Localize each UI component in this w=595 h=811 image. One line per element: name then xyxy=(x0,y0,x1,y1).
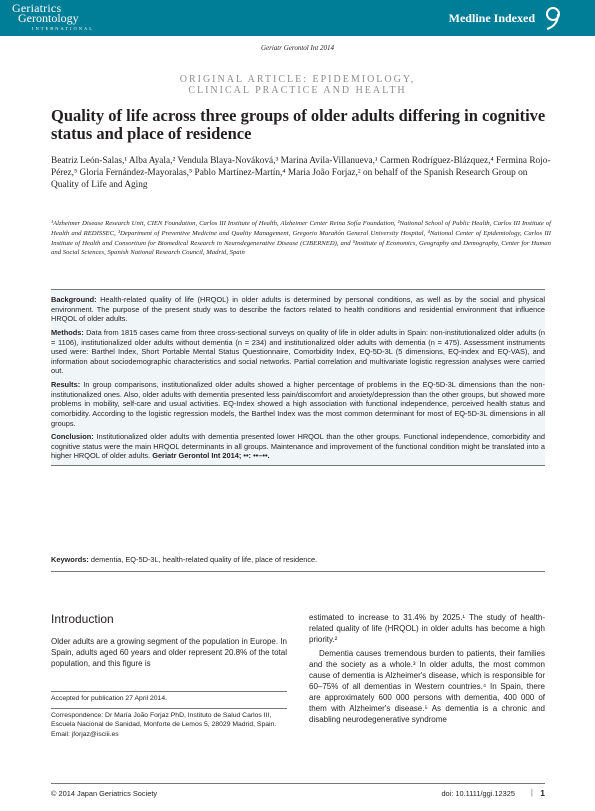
methods-text: Data from 1815 cases came from three cross-sectional surveys on quality of life in older adults in Spain: non-institutionalized older adults (n = 1106), institutionalized older adults without dementia (n = 234) and institutionalized older adults with dementia (n = 475). Assessment instruments used were: Barthel Index, Short Portable Mental Status Questionnaire, Comorbidity Index, EQ-5D-3L (5 dimensions, EQ-index and EQ-VAS), and information about sociodemographic characteristics and social networks. Partial correlation and multivariate logistic regression analyses were carried out. xyxy=(51,327,545,376)
running-head: Geriatr Gerontol Int 2014 xyxy=(260,44,335,52)
footnote-divider xyxy=(51,691,287,692)
citation-line: Geriatr Gerontol Int 2014; ••: ••–••. xyxy=(152,451,270,461)
intro-right-paragraph-2: Dementia causes tremendous burden to patients, their families and the society as a whole.³ In older adults, the most common cause of dementia is Alzheimer's disease, which is responsible for 60–75% of all dementias in Western countries.⁴ In Spain, there are approximately 600 000 persons with dementia, 400 000 of them with Alzheimer's disease.⁵ As dementia is a chronic and disabling neurodegenerative syndrome xyxy=(309,649,545,724)
accepted-date: Accepted for publication 27 April 2014. xyxy=(51,695,168,702)
abstract-background xyxy=(51,295,545,324)
journal-emblem-icon xyxy=(543,5,563,31)
footer-separator: | xyxy=(530,788,533,797)
copyright: © 2014 Japan Geriatrics Society xyxy=(51,789,158,798)
section-label xyxy=(0,74,595,96)
journal-logo xyxy=(12,3,94,34)
keywords xyxy=(51,555,545,564)
section-label-line2: CLINICAL PRACTICE AND HEALTH xyxy=(188,85,407,96)
intro-right-column xyxy=(309,612,545,725)
keywords-divider xyxy=(51,571,545,572)
doi: doi: 10.1111/ggi.12325 xyxy=(441,789,515,798)
journal-logo-line2: Gerontology xyxy=(18,11,79,25)
results-label: Results: xyxy=(51,380,81,390)
affiliations: ¹Alzheimer Disease Research Unit, CIEN Foundation, Carlos III Institute of Health, Alzheimer Center Reina Sofía Foundation, ²National School of Public Health, Carlos III Institute of Health and REDISSEC, ³Department of Preventive Medicine and Quality Management, Gregorio Marañón General University Hospital, ⁴National Center of Epidemiology, Carlos III Institute of Health and Consortium for Biomedical Research in Neurodegenerative Disease (CIBERNED), and ⁵Institute of Economics, Geography and Demography, Center for Human and Social Sciences, Spanish National Research Council, Madrid, Spain xyxy=(51,220,551,257)
correspondence: Correspondence: Dr María João Forjaz PhD, Instituto de Salud Carlos III, Escuela Nacional de Sanidad, Monforte de Lemos 5, 28029 Madrid, Spain. Email: jforjaz@isciii.es xyxy=(51,712,277,738)
methods-label: Methods: xyxy=(51,327,84,337)
journal-logo-line3: INTERNATIONAL xyxy=(32,26,94,31)
abstract-conclusion xyxy=(51,432,545,461)
abstract-results xyxy=(51,380,545,428)
footnote-divider-2 xyxy=(51,708,287,709)
results-text: In group comparisons, institutionalized older adults showed a higher percentage of problems in the EQ-5D-3L dimensions than the non-institutionalized ones. Also, older adults with dementia presented less pain/discomfort and anxiety/depression than the other groups, but showed more problems in mobility, self-care and usual activities. EQ-Index showed a high association with functional independence, perceived health status and comorbidity. According to the logistic regression models, the Barthel Index was the most common determinant for most of EQ-5D-3L dimensions in all groups. xyxy=(51,380,545,428)
conclusion-text: Institutionalized older adults with dementia presented lower HRQOL than the other groups. Functional independence, comorbidity and cognitive status were the main HRQOL determinants in all groups. Maintenance and improvement of the functional condition might be translated into a higher HRQOL of older adults. xyxy=(51,432,545,461)
conclusion-label: Conclusion: xyxy=(51,432,94,442)
page-number: 1 xyxy=(540,788,545,798)
background-label: Background: xyxy=(51,295,97,304)
abstract-methods xyxy=(51,328,545,376)
keywords-label: Keywords: xyxy=(51,555,89,564)
background-text: Health-related quality of life (HRQOL) in older adults is determined by personal conditions, as well as by the social and physical environment. The purpose of the present study was to describe the factors related to health conditions and residential environment that influence HRQOL of older adults. xyxy=(51,295,545,324)
journal-logo-line1: Geriatrics xyxy=(12,1,62,15)
author-list: Beatriz León-Salas,¹ Alba Ayala,² Vendula Blaya-Nováková,³ Marina Avila-Villanueva,¹ Carmen Rodríguez-Blázquez,⁴ Fermina Rojo-Pérez,⁵ Gloria Fernández-Mayoralas,⁵ Pablo Martínez-Martín,⁴ Maria João Forjaz,² on behalf of the Spanish Research Group on Quality of Life and Aging xyxy=(51,156,551,191)
intro-left-column: Older adults are a growing segment of the population in Europe. In Spain, adults aged 60 years and older represent 20.8% of the total population, and this figure is xyxy=(51,637,287,668)
section-label-line1: ORIGINAL ARTICLE: EPIDEMIOLOGY, xyxy=(179,74,416,85)
keywords-text: dementia, EQ-5D-3L, health-related quality of life, place of residence. xyxy=(90,555,318,564)
medline-indexed-label: Medline Indexed xyxy=(448,11,535,25)
abstract-box xyxy=(51,289,545,466)
footer-divider xyxy=(51,783,545,784)
article-title: Quality of life across three groups of older adults differing in cognitive status and place of residence xyxy=(51,106,546,143)
introduction-heading: Introduction xyxy=(51,612,114,626)
journal-banner xyxy=(0,0,595,36)
intro-right-paragraph-1: estimated to increase to 31.4% by 2025.¹ The study of health-related quality of life (HRQOL) in older adults has become a high priority.² xyxy=(309,613,545,644)
